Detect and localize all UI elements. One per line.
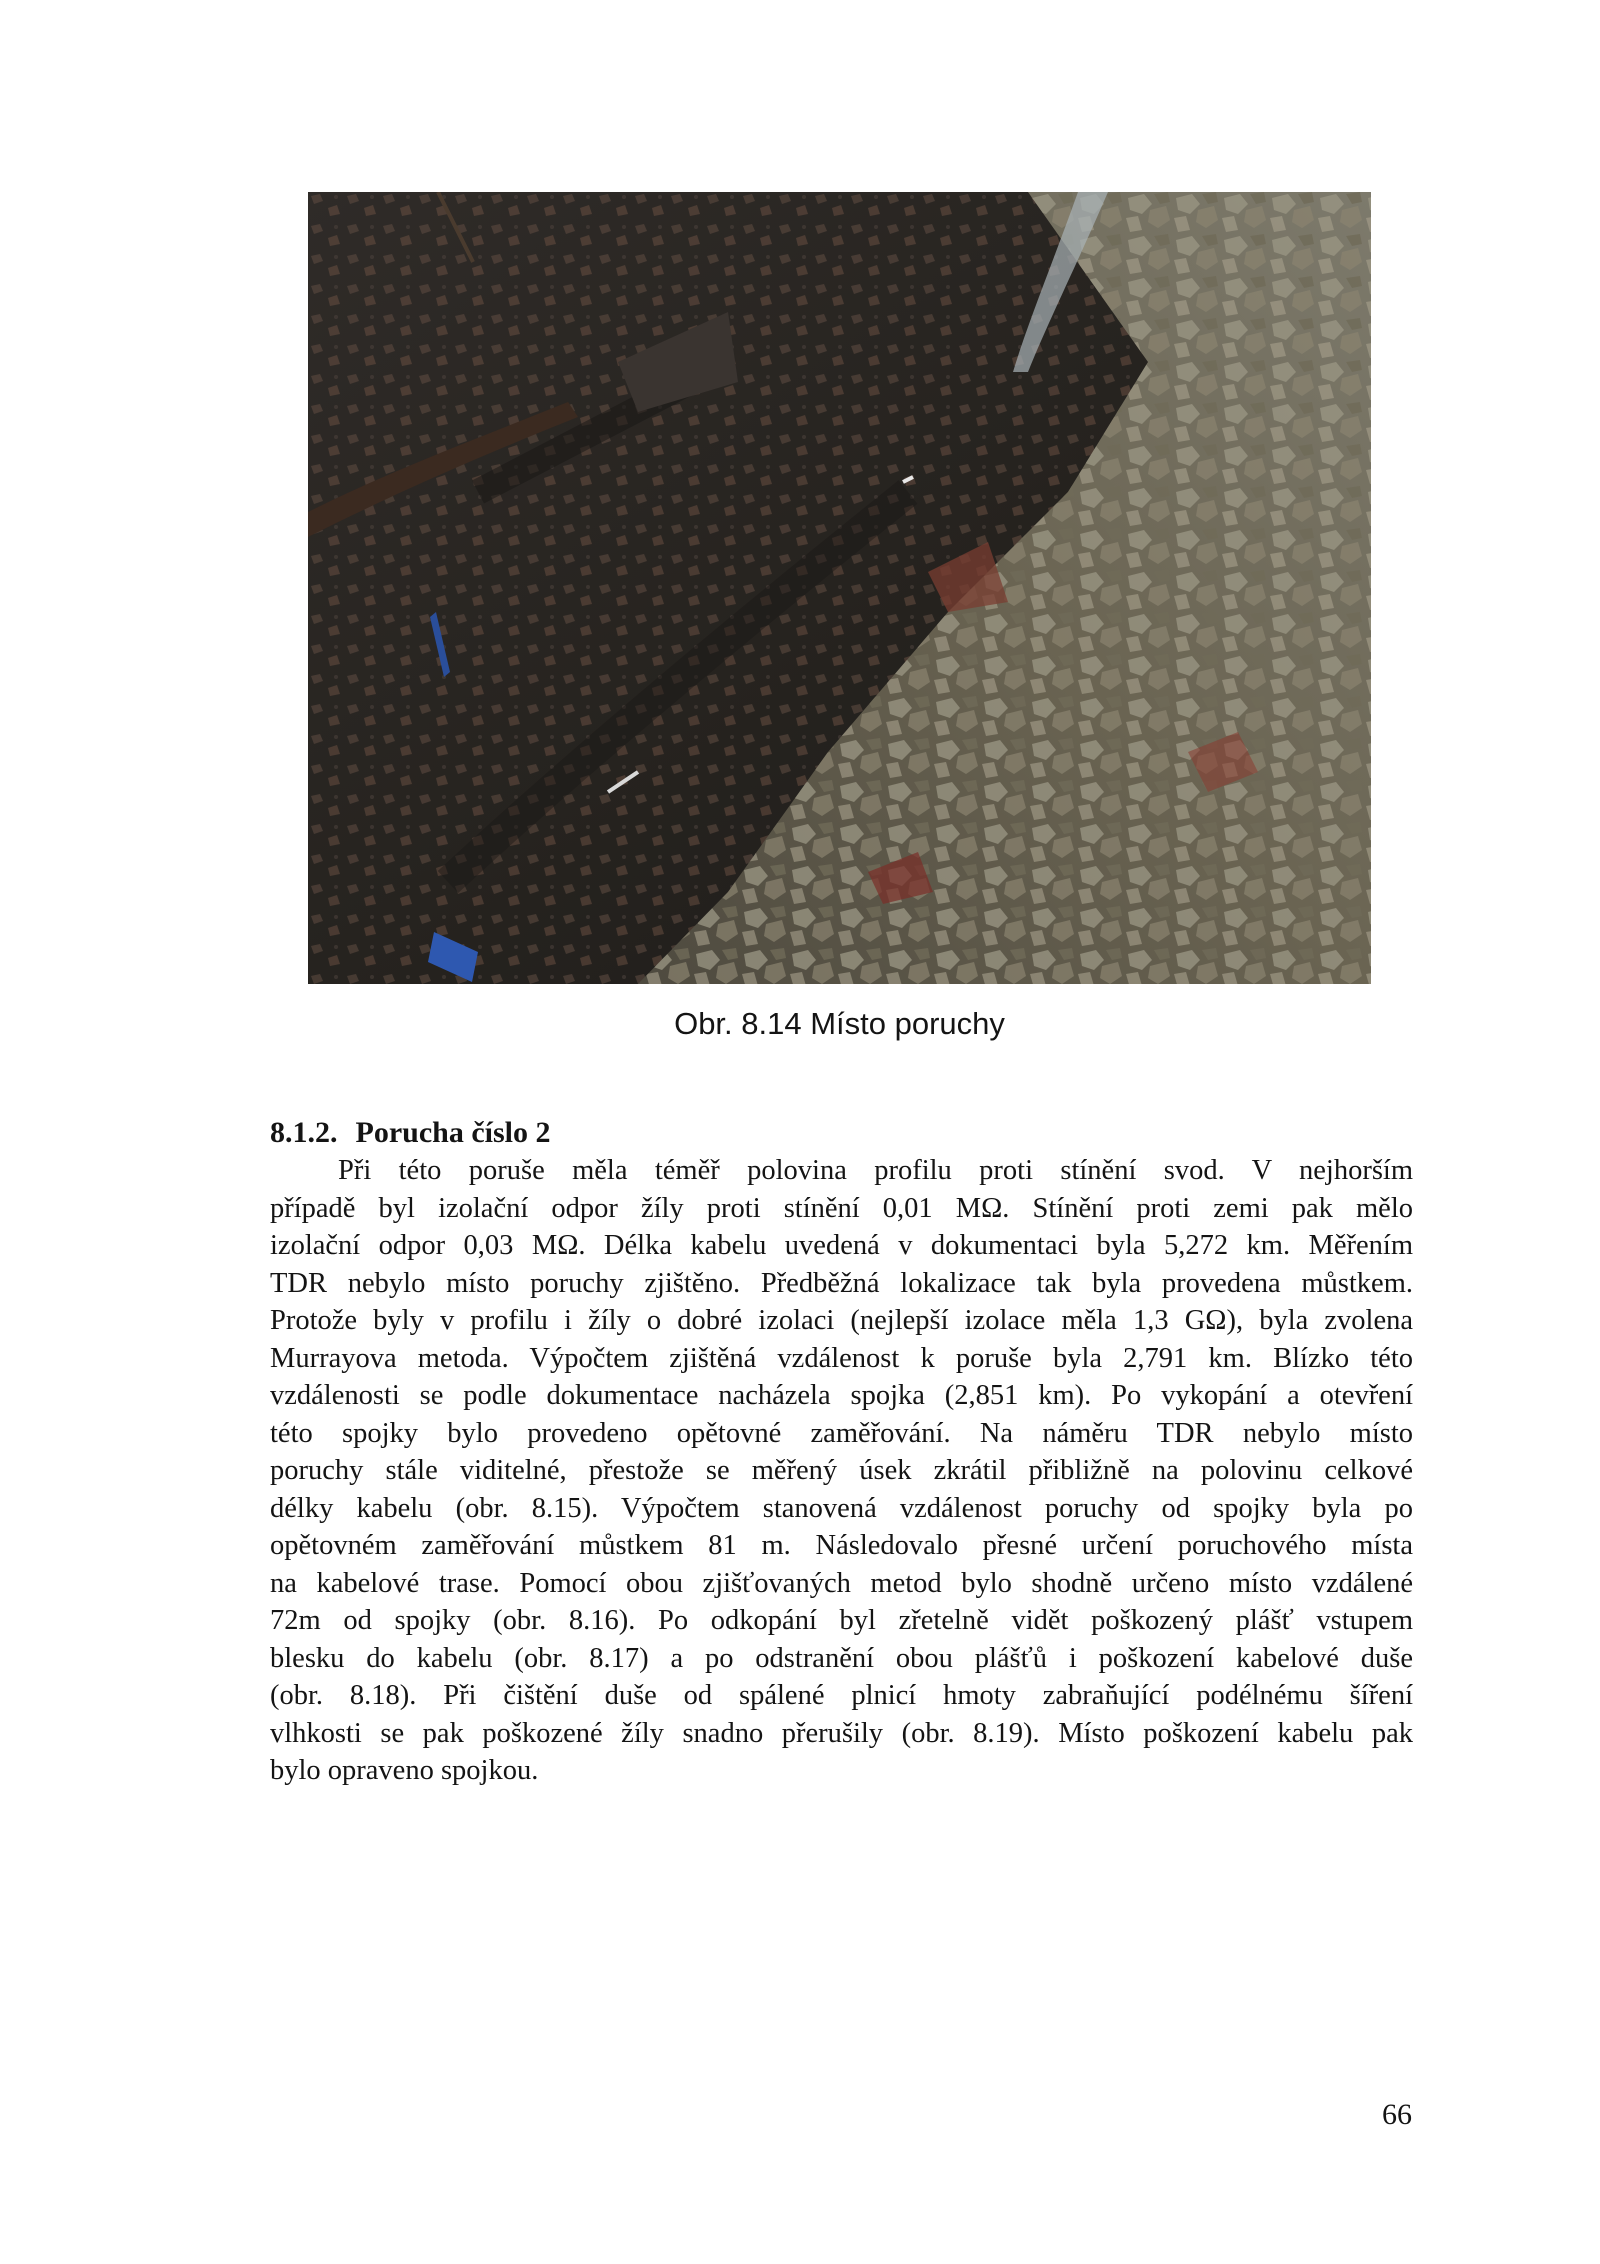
paragraph-line: Murrayova metoda. Výpočtem zjištěná vzdálenost k poruše byla 2,791 km. Blízko této [270, 1342, 1413, 1374]
paragraph-line: bylo opraveno spojkou. [270, 1755, 539, 1786]
paragraph-line: Při této poruše měla téměř polovina profilu proti stínění svod. V nejhorším [338, 1155, 1413, 1186]
paragraph-line: délky kabelu (obr. 8.15). Výpočtem stanovená vzdálenost poruchy od spojky byla po [270, 1492, 1413, 1524]
paragraph-line: na kabelové trase. Pomocí obou zjišťovaných metod bylo shodně určeno místo vzdálené [270, 1567, 1413, 1599]
paragraph-line: blesku do kabelu (obr. 8.17) a po odstranění obou plášťů i poškození kabelové duše [270, 1642, 1413, 1674]
paragraph-line: opětovném zaměřování můstkem 81 m. Následovalo přesné určení poruchového místa [270, 1530, 1413, 1561]
paragraph-line: (obr. 8.18). Při čištění duše od spálené plnicí hmoty zabraňující podélnému šíření [270, 1680, 1413, 1711]
paragraph-line: poruchy stále viditelné, přestože se měřený úsek zkrátil přibližně na polovinu celkové [270, 1455, 1413, 1486]
paragraph-line: Protože byly v profilu i žíly o dobré izolaci (nejlepší izolace měla 1,3 GΩ), byla zvolena [270, 1305, 1413, 1336]
paragraph-line: případě byl izolační odpor žíly proti stínění 0,01 MΩ. Stínění proti zemi pak mělo [270, 1192, 1413, 1224]
page-number: 66 [1382, 2098, 1412, 2131]
paragraph-line: vlhkosti se pak poškozené žíly snadno přerušily (obr. 8.19). Místo poškození kabelu pak [270, 1717, 1413, 1749]
body-paragraph [270, 1152, 1413, 1790]
paragraph-line: 72m od spojky (obr. 8.16). Po odkopání byl zřetelně vidět poškozený plášť vstupem [270, 1605, 1413, 1636]
figure-caption: Obr. 8.14 Místo poruchy [674, 1006, 1005, 1041]
paragraph-line: vzdálenosti se podle dokumentace nacházela spojka (2,851 km). Po vykopání a otevření [270, 1380, 1413, 1411]
trench-ballast-photo [308, 192, 1371, 984]
section-number: 8.1.2. [270, 1116, 338, 1149]
section-title: Porucha číslo 2 [355, 1116, 551, 1149]
section-heading [270, 1115, 551, 1151]
paragraph-line: izolační odpor 0,03 MΩ. Délka kabelu uvedená v dokumentaci byla 5,272 km. Měřením [270, 1230, 1413, 1261]
paragraph-line: této spojky bylo provedeno opětovné zaměřování. Na náměru TDR nebylo místo [270, 1417, 1413, 1449]
paragraph-line: TDR nebylo místo poruchy zjištěno. Předběžná lokalizace tak byla provedena můstkem. [270, 1267, 1413, 1299]
